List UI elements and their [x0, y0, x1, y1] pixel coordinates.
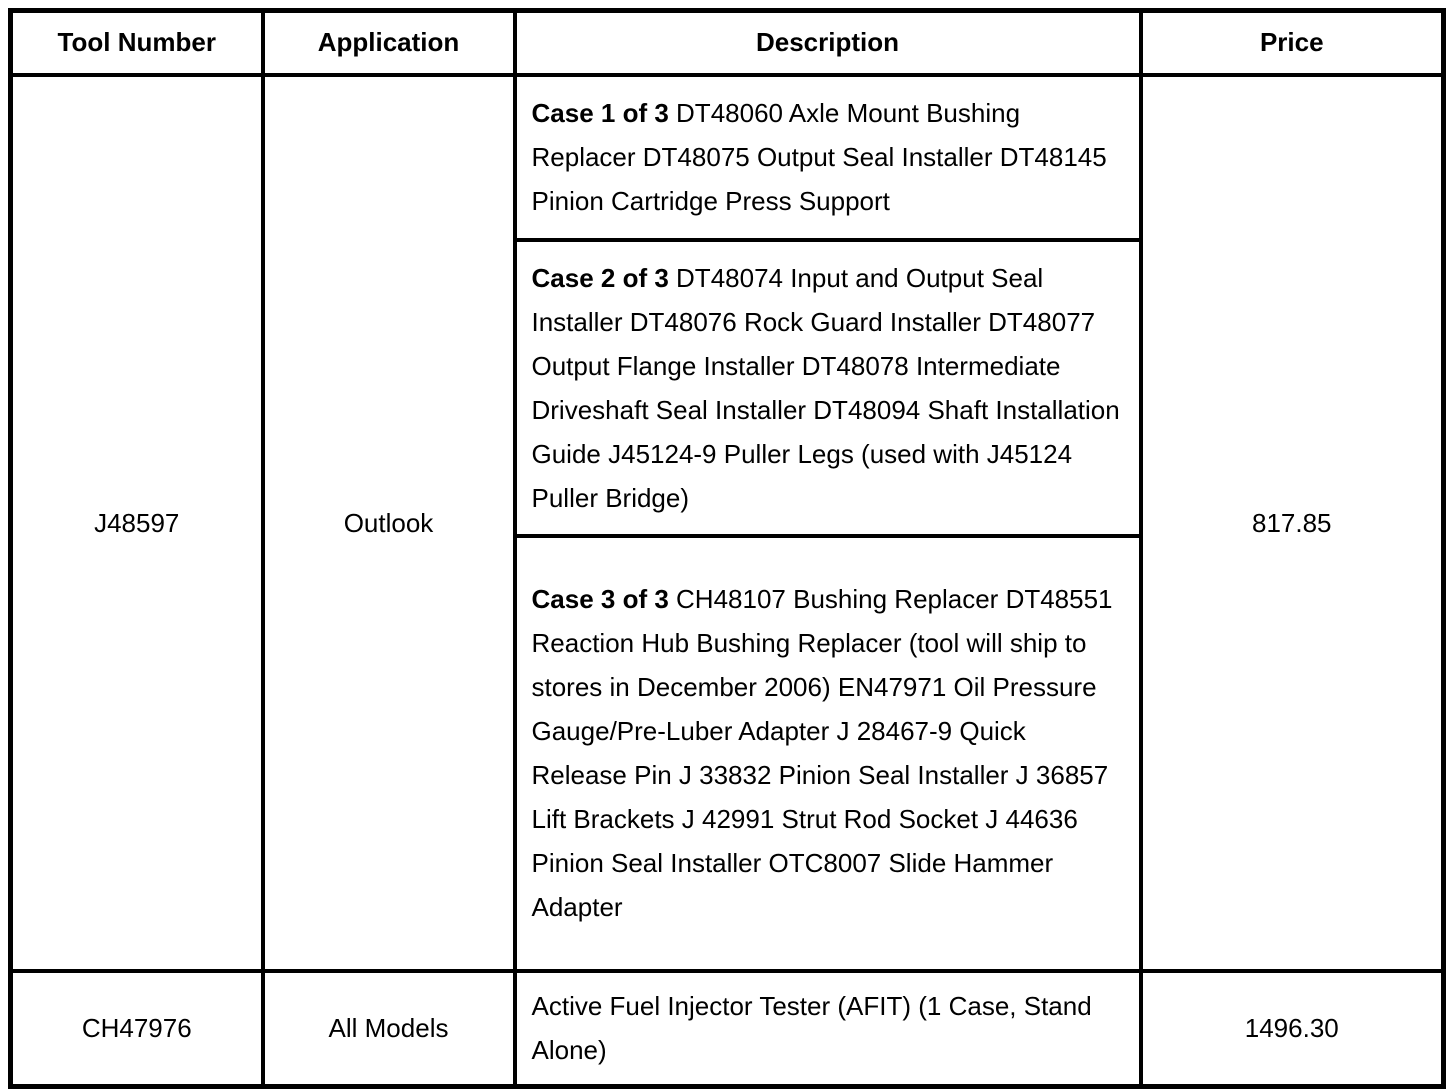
column-header-tool-number: Tool Number [11, 11, 263, 75]
case-1-label: Case 1 of 3 [531, 98, 669, 128]
table-row [11, 75, 1444, 240]
tools-price-table [8, 8, 1446, 1089]
tool-number-cell: CH47976 [11, 971, 263, 1087]
case-1-text: DT48060 Axle Mount Bushing Replacer DT48075 Output Seal Installer DT48145 Pinion Cartridge Press Support [531, 98, 1107, 216]
case-3-label: Case 3 of 3 [531, 584, 669, 614]
tool-number-cell: J48597 [11, 75, 263, 971]
table-header-row [11, 11, 1444, 75]
column-header-price: Price [1141, 11, 1444, 75]
description-case-3-cell [515, 536, 1141, 971]
application-cell: Outlook [263, 75, 515, 971]
description-case-2-cell [515, 240, 1141, 536]
table-row [11, 971, 1444, 1087]
case-2-label: Case 2 of 3 [531, 262, 669, 293]
column-header-application: Application [263, 11, 515, 75]
description-case-1-cell [515, 75, 1141, 240]
price-cell: 817.85 [1141, 75, 1444, 971]
application-cell: All Models [263, 971, 515, 1087]
column-header-description: Description [515, 11, 1141, 75]
case-2-text: DT48074 Input and Output Seal Installer DT48076 Rock Guard Installer DT48077 Output Flange Installer DT48078 Intermediate Driveshaft Seal Installer DT48094 Shaft Installation Guide J45124-9 Puller Legs (used with J45124 Puller Bridge) [531, 262, 1120, 513]
case-3-text: CH48107 Bushing Replacer DT48551 Reaction Hub Bushing Replacer (tool will ship to stores in December 2006) EN47971 Oil Pressure Gauge/Pre-Luber Adapter J 28467-9 Quick Release Pin J 33832 Pinion Seal Installer J 36857 Lift Brackets J 42991 Strut Rod Socket J 44636 Pinion Seal Installer OTC8007 Slide Hammer Adapter [531, 584, 1113, 922]
description-cell: Active Fuel Injector Tester (AFIT) (1 Case, Stand Alone) [515, 971, 1141, 1087]
price-cell: 1496.30 [1141, 971, 1444, 1087]
